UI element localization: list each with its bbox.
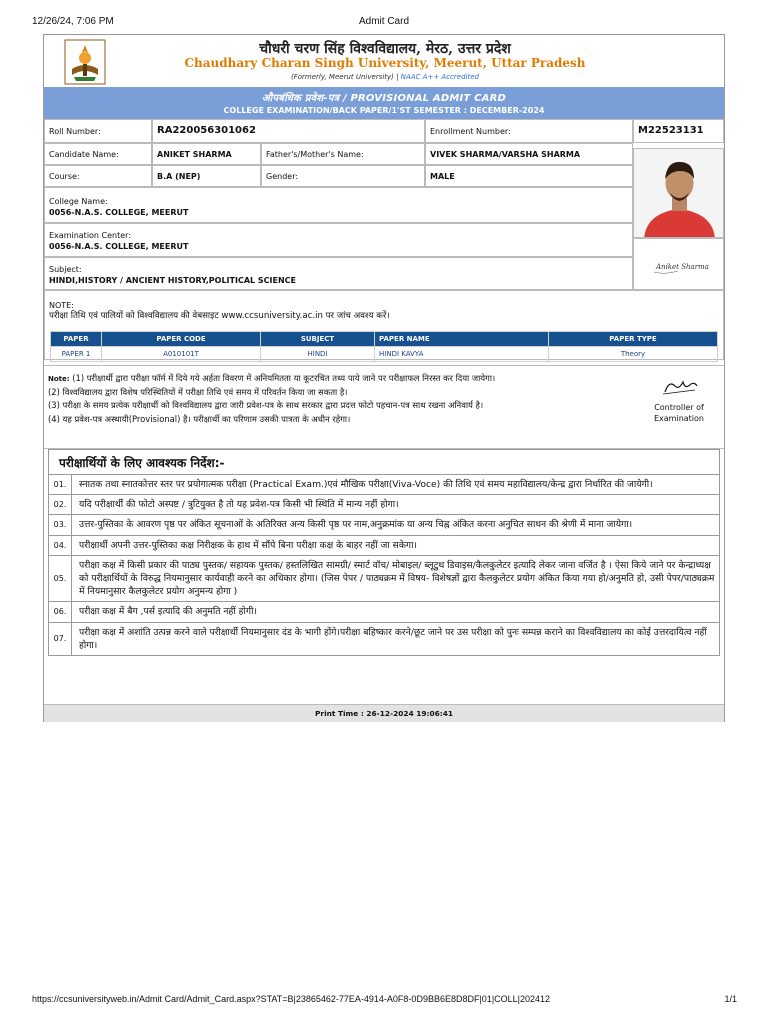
- col-paper-code: PAPER CODE: [102, 332, 261, 347]
- parent-value-cell: [425, 143, 633, 165]
- instruction-number: 07.: [49, 623, 72, 655]
- course-value: B.A (NEP): [157, 172, 201, 181]
- instruction-text: परीक्षा कक्ष में बैग ,पर्स इत्यादि की अनुमति नहीं होगी।: [79, 606, 257, 618]
- gender-label: Gender:: [266, 172, 299, 181]
- instruction-text: यदि परीक्षार्थी की फोटो अस्पष्ट / त्रुटियुक्त है तो यह प्रवेश-पत्र किसी भी स्थिति में मान्य नहीं होगा।: [79, 499, 399, 511]
- university-header: [44, 35, 724, 87]
- center-cell: [44, 223, 633, 257]
- note-item-1: (1) परीक्षार्थी द्वारा परीक्षा फॉर्म में दिये गये अर्हता विवरण में अनियमितता या कूटरचित तथ्य पाये जाने पर परीक्षाफल निरस्त कर दिया जायेगा।: [72, 373, 496, 383]
- print-title: Admit Card: [358, 16, 409, 27]
- instruction-row: [48, 623, 720, 656]
- college-name: 0056-N.A.S. COLLEGE, MEERUT: [49, 208, 189, 217]
- papers-header-row: [51, 332, 718, 347]
- roll-label: Roll Number:: [49, 127, 101, 136]
- print-datetime: 12/26/24, 7:06 PM: [32, 16, 114, 27]
- instruction-row: [48, 515, 720, 535]
- course-value-cell: [152, 165, 261, 187]
- gender-value: MALE: [430, 172, 455, 181]
- subject-cell: [44, 257, 633, 290]
- note-item-3: (3) परीक्षा के समय प्रत्येक परीक्षार्थी को विश्वविद्यालय द्वारा जारी प्रवेश-पत्र के साथ सरकार द्वारा प्रदत्त फोटो पहचान-पत्र साथ रखना अनिवार्य है।: [48, 400, 484, 411]
- note-item-4: (4) यह प्रवेश-पत्र अस्थायी(Provisional) है। परीक्षार्थी का परिणाम उसकी पात्रता के अधीन रहेगा।: [48, 413, 351, 424]
- notes-list: [48, 372, 638, 426]
- paper-name-cell: HINDI KAVYA: [375, 347, 549, 362]
- controller-line2: Examination: [653, 414, 704, 423]
- center-label: Examination Center:: [49, 231, 132, 240]
- instructions-title: परीक्षार्थियों के लिए आवश्यक निर्देश:-: [48, 449, 720, 475]
- enroll-label: Enrollment Number:: [430, 127, 511, 136]
- formerly-text: (Formerly, Meerut University) |: [291, 73, 399, 81]
- notes-label: Note:: [48, 375, 70, 383]
- admit-card: [43, 34, 725, 722]
- instruction-text: परीक्षा कक्ष में किसी प्रकार की पाठ्य पुस्तक/ सहायक पुस्तक/ हस्तलिखित सामग्री/ स्मार्ट वॉच/ मोबाइल/ ब्लूटुथ डिवाइस/कैलकुलेटर इत्यादि लेकर जाना वर्जित है । ऐसा किये जाने पर केन्द्राध्यक्ष को परीक्षार्थियों के विरुद्ध नियमानुसार कार्यवाही करने का अधिकार होगा। (जिस पेपर / पाठ्यक्रम में विषय- विशेषज्ञों द्वारा कैलकुलेटर प्रयोग अंकित किया गया हो/अनुमति हो, उसी पेपर/पाठ्यक्रम में नियमानुसार कैलकुलेटर प्रयोग अनुमन्य होगा ): [79, 559, 715, 598]
- course-label: Course:: [49, 172, 80, 181]
- controller-line1: Controller of: [654, 403, 704, 412]
- enroll-label-cell: [425, 119, 633, 143]
- page-url: https://ccsuniversityweb.in/Admit Card/Admit_Card.aspx?STAT=B|23865462-77EA-4914-A0F8-0D9BB6E8D8DF|01|COLL|202412: [32, 994, 551, 1004]
- print-time: Print Time : 26-12-2024 19:06:41: [44, 704, 724, 722]
- page-number: 1/1: [724, 994, 737, 1004]
- candidate-name: ANIKET SHARMA: [157, 150, 232, 159]
- instruction-row: [48, 556, 720, 603]
- candidate-signature-box: [633, 238, 724, 290]
- gender-value-cell: [425, 165, 633, 187]
- banner-title: औपबंधिक प्रवेश-पत्र / PROVISIONAL ADMIT CARD: [261, 93, 507, 104]
- candidate-photo: [633, 148, 724, 238]
- instruction-text: परीक्षा कक्ष में अशांति उत्पन्न करने वाले परीक्षार्थी नियमानुसार दंड के भागी होंगे।परीक्षा बहिष्कार करने/छूट जाने पर उस परीक्षा को पुनः सम्पन्न कराने का विश्वविद्यालय का कोई उत्तरदायित्व नहीं होगा।: [79, 626, 707, 651]
- instruction-number: 02.: [49, 495, 72, 514]
- candidate-label-cell: [44, 143, 152, 165]
- instruction-number: 06.: [49, 602, 72, 621]
- center-name: 0056-N.A.S. COLLEGE, MEERUT: [49, 242, 189, 251]
- university-name-english: Chaudhary Charan Singh University, Meerut, Uttar Pradesh: [184, 56, 586, 70]
- banner-subtitle: COLLEGE EXAMINATION/BACK PAPER/1'ST SEMESTER : DECEMBER-2024: [223, 106, 545, 115]
- controller-block: [641, 376, 717, 424]
- note-item-2: (2) विश्वविद्यालय द्वारा विशेष परिस्थितियों में परीक्षा तिथि एवं समय में परिवर्तन किया जा सकता है।: [48, 387, 348, 398]
- instruction-row: [48, 602, 720, 622]
- candidate-value-cell: [152, 143, 261, 165]
- parent-label: Father's/Mother's Name:: [266, 150, 364, 159]
- paper-code-cell: A010101T: [102, 347, 261, 362]
- instruction-text: उत्तर-पुस्तिका के आवरण पृष्ठ पर अंकित सूचनाओं के अतिरिक्त अन्य किसी पृष्ठ पर नाम,अनुक्रमांक या अन्य चिह्न अंकित करना अनुचित साधन की श्रेणी में माना जायेगा।: [79, 519, 633, 531]
- university-name-hindi: चौधरी चरण सिंह विश्वविद्यालय, मेरठ, उत्तर प्रदेश: [259, 41, 511, 57]
- candidate-signature: [634, 239, 723, 289]
- instructions-section: [48, 449, 720, 656]
- note-text: परीक्षा तिथि एवं पालियों को विश्वविद्यालय की वेबसाइट www.ccsuniversity.ac.in पर जांच अवश्य करें।: [49, 311, 390, 321]
- roll-label-cell: [44, 119, 152, 143]
- paper-type-cell: Theory: [549, 347, 718, 362]
- controller-signature-icon: [659, 376, 699, 400]
- candidate-label: Candidate Name:: [49, 150, 119, 159]
- instruction-number: 01.: [49, 475, 72, 494]
- signature-text: Aniket Sharma: [656, 263, 709, 271]
- col-subject: SUBJECT: [261, 332, 375, 347]
- notes-section: [44, 365, 724, 449]
- college-cell: [44, 187, 633, 223]
- instruction-number: 04.: [49, 536, 72, 555]
- parent-name: VIVEK SHARMA/VARSHA SHARMA: [430, 150, 581, 159]
- parent-label-cell: [261, 143, 425, 165]
- candidate-photo-image: [634, 149, 724, 238]
- papers-table: [50, 331, 718, 362]
- roll-number: RA220056301062: [157, 125, 256, 136]
- roll-value-cell: [152, 119, 425, 143]
- instruction-text: परीक्षार्थी अपनी उत्तर-पुस्तिका कक्ष निरीक्षक के हाथ में सौंपे बिना परीक्षा कक्ष के बाहर नहीं जा सकेगा।: [79, 539, 417, 551]
- naac-text: NAAC A++ Accredited: [400, 73, 479, 81]
- col-paper: PAPER: [51, 332, 102, 347]
- instruction-text: स्नातक तथा स्नातकोत्तर स्तर पर प्रयोगात्मक परीक्षा (Practical Exam.)एवं मौखिक परीक्षा(Viva-Voce) की तिथि एवं समय महाविद्यालय/केन्द्र द्वारा निर्धारित की जायेगी।: [79, 479, 653, 490]
- col-paper-name: PAPER NAME: [375, 332, 549, 347]
- admit-card-banner: [44, 87, 724, 119]
- note-label: NOTE:: [49, 301, 74, 310]
- gender-label-cell: [261, 165, 425, 187]
- instruction-number: 05.: [49, 556, 72, 602]
- instruction-row: [48, 495, 720, 515]
- subject-label: Subject:: [49, 265, 82, 274]
- subject-cell-value: HINDI: [261, 347, 375, 362]
- enroll-value-cell: [633, 119, 724, 143]
- enrollment-number: M22523131: [638, 125, 704, 136]
- instruction-row: [48, 536, 720, 556]
- col-paper-type: PAPER TYPE: [549, 332, 718, 347]
- instruction-number: 03.: [49, 515, 72, 534]
- table-row: [51, 347, 718, 362]
- instruction-row: [48, 475, 720, 495]
- subject-value: HINDI,HISTORY / ANCIENT HISTORY,POLITICAL SCIENCE: [49, 276, 297, 285]
- paper-cell: PAPER 1: [51, 347, 102, 362]
- course-label-cell: [44, 165, 152, 187]
- university-subtitle: [44, 73, 726, 81]
- college-label: College Name:: [49, 197, 108, 206]
